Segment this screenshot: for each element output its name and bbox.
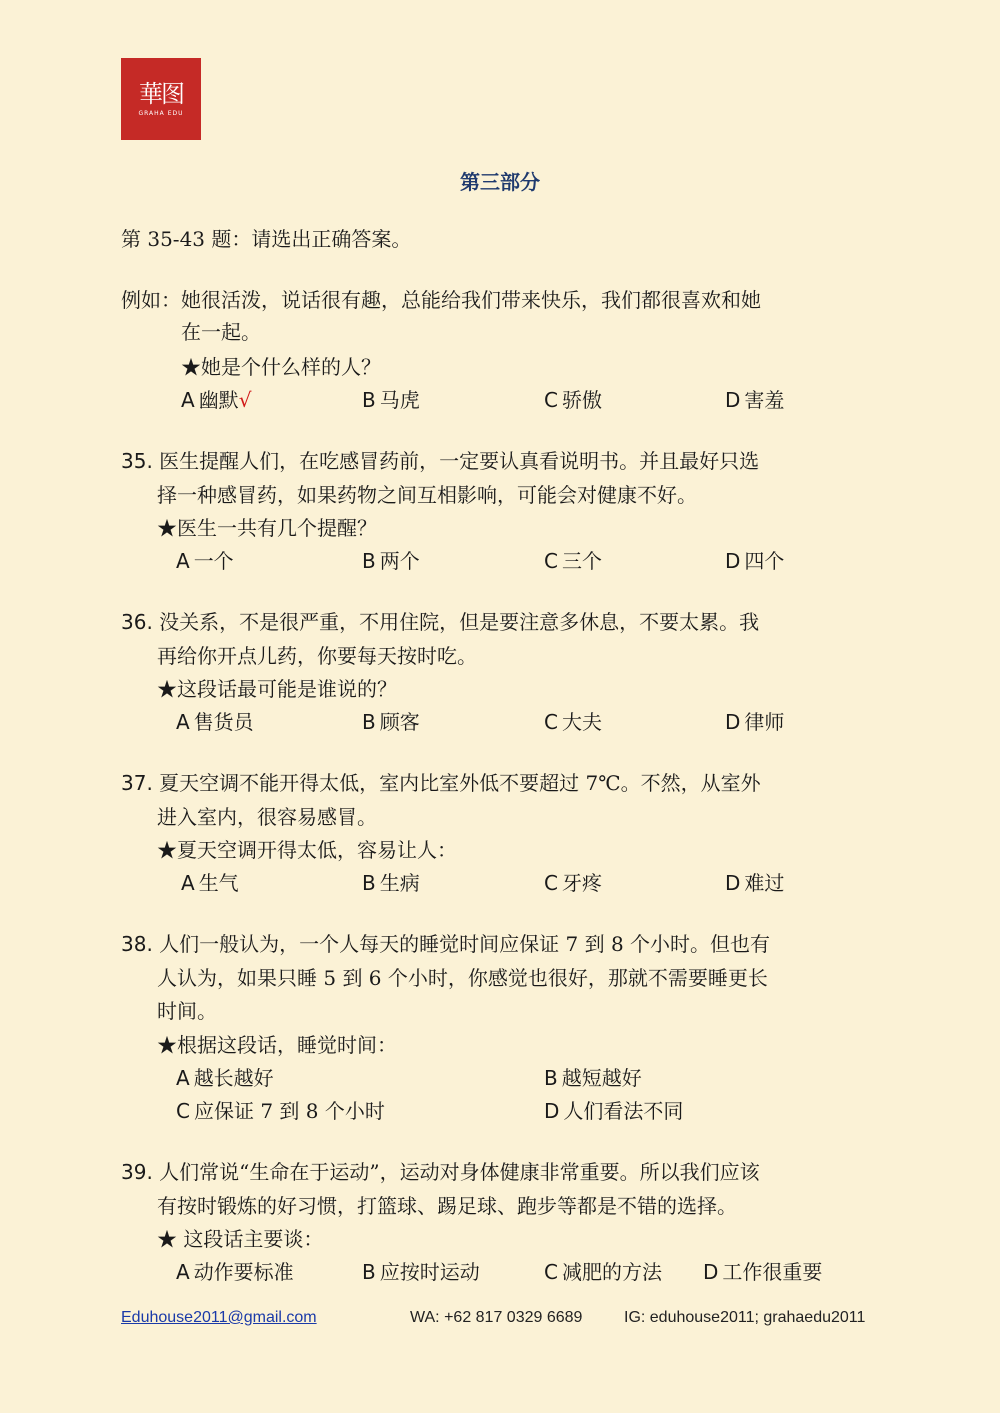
option-letter: D	[725, 388, 741, 412]
question-number: 35.	[121, 449, 153, 473]
example-line-2: 在一起。	[181, 320, 261, 344]
q37-option-a	[181, 871, 239, 895]
question-text: 人们常说“生命在于运动”，运动对身体健康非常重要。所以我们应该	[159, 1160, 760, 1184]
q39-option-c	[544, 1260, 662, 1284]
q35-option-a	[176, 549, 234, 573]
q37-option-d	[725, 871, 784, 895]
footer-email-link[interactable]: Eduhouse2011@gmail.com	[121, 1309, 317, 1326]
example-option-d	[725, 388, 784, 412]
option-letter: A	[181, 388, 195, 412]
question-number: 39.	[121, 1160, 153, 1184]
option-letter: A	[176, 1066, 190, 1090]
option-text: 两个	[379, 549, 420, 573]
question-35-line-1	[121, 449, 759, 473]
question-number: 38.	[121, 932, 153, 956]
option-letter: B	[544, 1066, 558, 1090]
option-text: 减肥的方法	[561, 1260, 662, 1284]
option-letter: D	[725, 549, 741, 573]
question-text: 人们一般认为，一个人每天的睡觉时间应保证 7 到 8 个小时。但也有	[159, 932, 771, 956]
footer-instagram: IG: eduhouse2011; grahaedu2011	[624, 1309, 866, 1326]
question-35-prompt: ★医生一共有几个提醒？	[157, 516, 377, 540]
question-37-line-1	[121, 771, 761, 795]
question-38-line-1	[121, 932, 770, 956]
footer-whatsapp: WA: +62 817 0329 6689	[410, 1309, 583, 1326]
q37-option-b	[362, 871, 420, 895]
option-text: 一个	[193, 549, 234, 573]
option-text: 应保证 7 到 8 个小时	[193, 1099, 385, 1123]
question-37-prompt: ★夏天空调开得太低，容易让人：	[157, 838, 457, 862]
option-letter: C	[544, 1260, 558, 1284]
logo	[121, 58, 201, 140]
q35-option-c	[544, 549, 602, 573]
instruction: 第 35-43 题：请选出正确答案。	[121, 227, 412, 251]
q35-option-b	[362, 549, 420, 573]
option-letter: A	[176, 710, 190, 734]
q39-option-d	[703, 1260, 822, 1284]
question-36-prompt: ★这段话最可能是谁说的？	[157, 677, 397, 701]
question-38-prompt: ★根据这段话，睡觉时间：	[157, 1033, 397, 1057]
option-text: 越短越好	[561, 1066, 642, 1090]
option-text: 马虎	[379, 388, 420, 412]
option-text: 生气	[198, 871, 239, 895]
option-letter: B	[362, 871, 376, 895]
example-option-a	[181, 388, 251, 412]
q36-option-a	[176, 710, 254, 734]
option-letter: B	[362, 388, 376, 412]
question-number: 37.	[121, 771, 153, 795]
option-text: 大夫	[561, 710, 602, 734]
question-35-line-2: 择一种感冒药，如果药物之间互相影响，可能会对健康不好。	[157, 483, 697, 507]
option-letter: A	[176, 1260, 190, 1284]
option-letter: B	[362, 549, 376, 573]
option-text: 售货员	[193, 710, 254, 734]
question-38-line-3: 时间。	[157, 999, 217, 1023]
question-39-line-1	[121, 1160, 760, 1184]
q38-option-a	[176, 1066, 274, 1090]
question-text: 夏天空调不能开得太低，室内比室外低不要超过 7℃。不然，从室外	[159, 771, 761, 795]
option-text: 幽默	[198, 388, 239, 412]
q39-option-b	[362, 1260, 480, 1284]
option-text: 应按时运动	[379, 1260, 480, 1284]
q36-option-b	[362, 710, 420, 734]
q35-option-d	[725, 549, 784, 573]
option-letter: B	[362, 710, 376, 734]
question-38-line-2: 人认为，如果只睡 5 到 6 个小时，你感觉也很好，那就不需要睡更长	[157, 966, 768, 990]
question-37-line-2: 进入室内，很容易感冒。	[157, 805, 377, 829]
logo-glyph: 華图	[139, 79, 183, 108]
option-letter: B	[362, 1260, 376, 1284]
option-text: 牙疼	[561, 871, 602, 895]
option-letter: C	[544, 710, 558, 734]
option-letter: D	[544, 1099, 560, 1123]
logo-subtitle: GRAHA EDU	[138, 109, 184, 117]
option-text: 越长越好	[193, 1066, 274, 1090]
q37-option-c	[544, 871, 602, 895]
option-text: 害羞	[744, 388, 785, 412]
q38-option-d	[544, 1099, 683, 1123]
option-letter: C	[544, 549, 558, 573]
option-text: 生病	[379, 871, 420, 895]
example-option-c	[544, 388, 602, 412]
question-text: 没关系，不是很严重，不用住院，但是要注意多休息，不要太累。我	[159, 610, 760, 634]
option-letter: C	[544, 388, 558, 412]
q36-option-d	[725, 710, 784, 734]
option-text: 骄傲	[561, 388, 602, 412]
question-text: 医生提醒人们，在吃感冒药前，一定要认真看说明书。并且最好只选	[159, 449, 760, 473]
option-letter: C	[176, 1099, 190, 1123]
option-letter: D	[725, 871, 741, 895]
section-title: 第三部分	[460, 170, 540, 194]
option-letter: A	[181, 871, 195, 895]
question-39-line-2: 有按时锻炼的好习惯，打篮球、踢足球、跑步等都是不错的选择。	[157, 1194, 737, 1218]
check-mark-icon: √	[238, 388, 252, 412]
example-option-b	[362, 388, 420, 412]
question-36-line-1	[121, 610, 759, 634]
option-text: 人们看法不同	[563, 1099, 684, 1123]
q39-option-a	[176, 1260, 294, 1284]
option-text: 四个	[744, 549, 785, 573]
option-text: 工作很重要	[722, 1260, 823, 1284]
option-text: 难过	[744, 871, 785, 895]
q36-option-c	[544, 710, 602, 734]
option-text: 三个	[561, 549, 602, 573]
option-letter: C	[544, 871, 558, 895]
example-question: ★她是个什么样的人？	[181, 355, 381, 379]
option-letter: D	[703, 1260, 719, 1284]
question-39-prompt: ★ 这段话主要谈：	[157, 1227, 324, 1251]
question-36-line-2: 再给你开点儿药，你要每天按时吃。	[157, 644, 477, 668]
q38-option-c	[176, 1099, 385, 1123]
option-text: 动作要标准	[193, 1260, 294, 1284]
option-text: 律师	[744, 710, 785, 734]
example-line-1: 例如：她很活泼，说话很有趣，总能给我们带来快乐，我们都很喜欢和她	[121, 288, 761, 312]
option-letter: A	[176, 549, 190, 573]
question-number: 36.	[121, 610, 153, 634]
option-letter: D	[725, 710, 741, 734]
option-text: 顾客	[379, 710, 420, 734]
q38-option-b	[544, 1066, 642, 1090]
